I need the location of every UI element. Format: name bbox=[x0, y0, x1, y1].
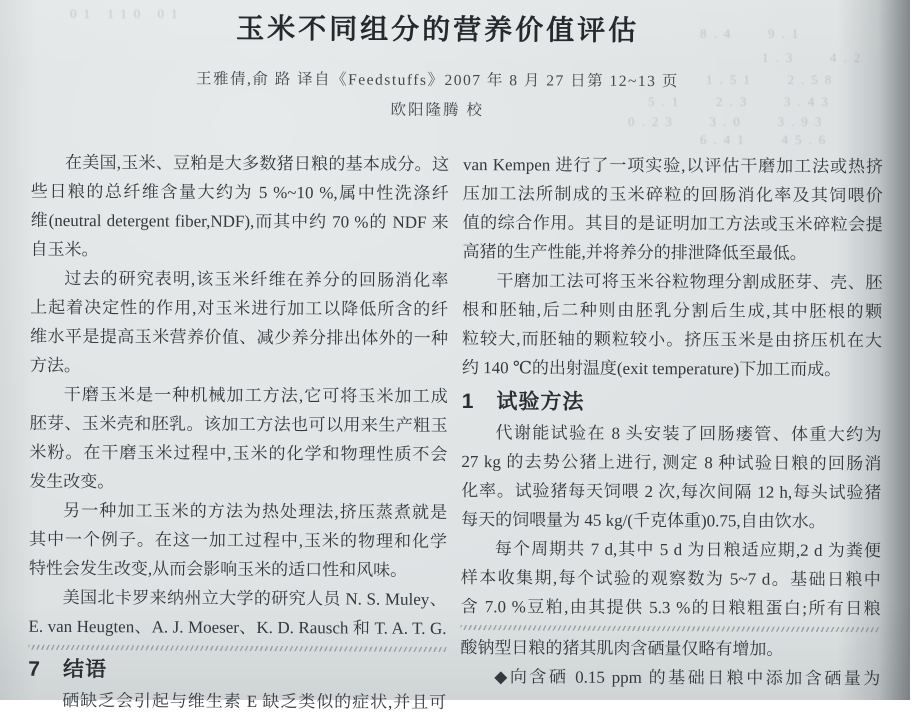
text-line: E. van Heugten、A. J. Moeser、K. D. Rausch 和 T. A. T. G. bbox=[28, 616, 447, 638]
text-line: 每天的饲喂量为 45 kg/(千克体重)0.75,自由饮水。 bbox=[461, 510, 826, 531]
bleedthrough-text: 1.3 4.2 bbox=[762, 50, 868, 65]
text-line: 高猪的生产性能,并将养分的排泄降低至最低。 bbox=[462, 242, 807, 263]
text-line: 过去的研究表明,该玉米纤维在养分的回肠消化率 bbox=[64, 268, 449, 290]
text-line: 值的综合作用。其目的是证明加工方法或玉米碎粒会提 bbox=[462, 213, 883, 235]
text-line: 自玉米。 bbox=[30, 239, 99, 260]
text-line: 酸钠型日粮的猪其肌肉含硒量仅略有增加。 bbox=[460, 638, 784, 659]
bleedthrough-text: 6.41 45.6 bbox=[700, 132, 833, 147]
text-line: 含 7.0 %豆粕,由其提供 5.3 %的日粮粗蛋白;所有日粮 bbox=[460, 597, 881, 619]
text-line: 方法。 bbox=[29, 355, 81, 376]
section-heading: 7 结语 bbox=[28, 657, 108, 682]
text-line: 干磨加工法可将玉米谷粒物理分割成胚芽、壳、胚 bbox=[496, 271, 883, 293]
text-line: 粒较大,而胚轴的颗粒较小。挤压玉米是由挤压机在大 bbox=[462, 329, 883, 351]
text-line: 硒缺乏会引起与维生素 E 缺乏类似的症状,并且可 bbox=[62, 690, 447, 712]
text-line: 化率。试验猪每天饲喂 2 次,每次间隔 12 h,每头试验猪 bbox=[461, 481, 882, 503]
text-line: 每个周期共 7 d,其中 5 d 为日粮适应期,2 d 为粪便 bbox=[494, 539, 882, 561]
text-line: 27 kg 的去势公猪上进行, 测定 8 种试验日粮的回肠消 bbox=[461, 452, 882, 474]
right-column bbox=[460, 150, 883, 693]
text-line: 米粉。在干磨玉米过程中,玉米的化学和物理性质不会 bbox=[29, 442, 448, 464]
bleedthrough-text: 8.4 9.1 bbox=[700, 26, 806, 41]
text-line: 上起着决定性的作用,对玉米进行加工以降低所含的纤 bbox=[30, 297, 449, 319]
text-line: 些日粮的总纤维含量大约为 5 %~10 %,属中性洗涤纤 bbox=[30, 181, 449, 203]
section-separator bbox=[28, 645, 446, 652]
text-line: 维(neutral detergent fiber,NDF),而其中约 70 %的 NDF 来 bbox=[30, 210, 449, 232]
text-line: 发生改变。 bbox=[29, 471, 115, 492]
proofreader-line: 欧阳隆腾 校 bbox=[390, 101, 484, 120]
text-line: 约 140 ℃的出射温度(exit temperature)下加工而成。 bbox=[461, 358, 842, 380]
section-separator bbox=[461, 625, 881, 632]
text-line: ◆向含硒 0.15 ppm 的基础日粮中添加含硒量为 bbox=[494, 667, 881, 689]
text-line: 另一种加工玉米的方法为热处理法,挤压蒸煮就是 bbox=[63, 500, 448, 522]
section-heading: 1 试验方法 bbox=[461, 390, 585, 414]
text-line: 在美国,玉米、豆粕是大多数猪日粮的基本成分。这 bbox=[64, 152, 450, 174]
text-line: van Kempen 进行了一项实验,以评估干磨加工法或热挤 bbox=[462, 155, 884, 177]
left-column bbox=[28, 148, 449, 717]
text-line: 压加工法所制成的玉米碎粒的回肠消化率及其饲喂价 bbox=[462, 184, 883, 206]
byline: 王雅倩,俞 路 译自《Feedstuffs》2007 年 8 月 27 日第 12~13 页 bbox=[196, 70, 679, 91]
bleedthrough-text: 5.1 2.3 3.43 bbox=[648, 94, 835, 109]
text-line: 干磨玉米是一种机械加工方法,它可将玉米加工成 bbox=[63, 384, 448, 406]
text-line: 样本收集期,每个试验的观察数为 5~7 d。基础日粮中 bbox=[460, 568, 881, 590]
text-line: 美国北卡罗来纳州立大学的研究人员 N. S. Muley、 bbox=[62, 587, 447, 609]
bleedthrough-text: 0.23 3.0 3.93 bbox=[628, 114, 829, 129]
text-line: 其中一个例子。在这一加工过程中,玉米的物理和化学 bbox=[28, 529, 448, 551]
text-line: 维水平是提高玉米营养价值、减少养分排出体外的一种 bbox=[30, 326, 449, 348]
text-line: 根和胚轴,后二种则由胚乳分割后生成,其中胚根的颗 bbox=[462, 300, 883, 322]
bleedthrough-text: 01 110 01 bbox=[70, 6, 185, 21]
text-line: 胚芽、玉米壳和胚乳。该加工方法也可以用来生产粗玉 bbox=[29, 413, 448, 435]
article-title: 玉米不同组分的营养价值评估 bbox=[236, 12, 640, 46]
bleedthrough-text: 1.51 2.58 bbox=[706, 72, 839, 87]
text-line: 特性会发生改变,从而会影响玉米的适口性和风味。 bbox=[28, 558, 408, 580]
text-line: 代谢能试验在 8 头安装了回肠瘘管、体重大约为 bbox=[495, 423, 882, 445]
